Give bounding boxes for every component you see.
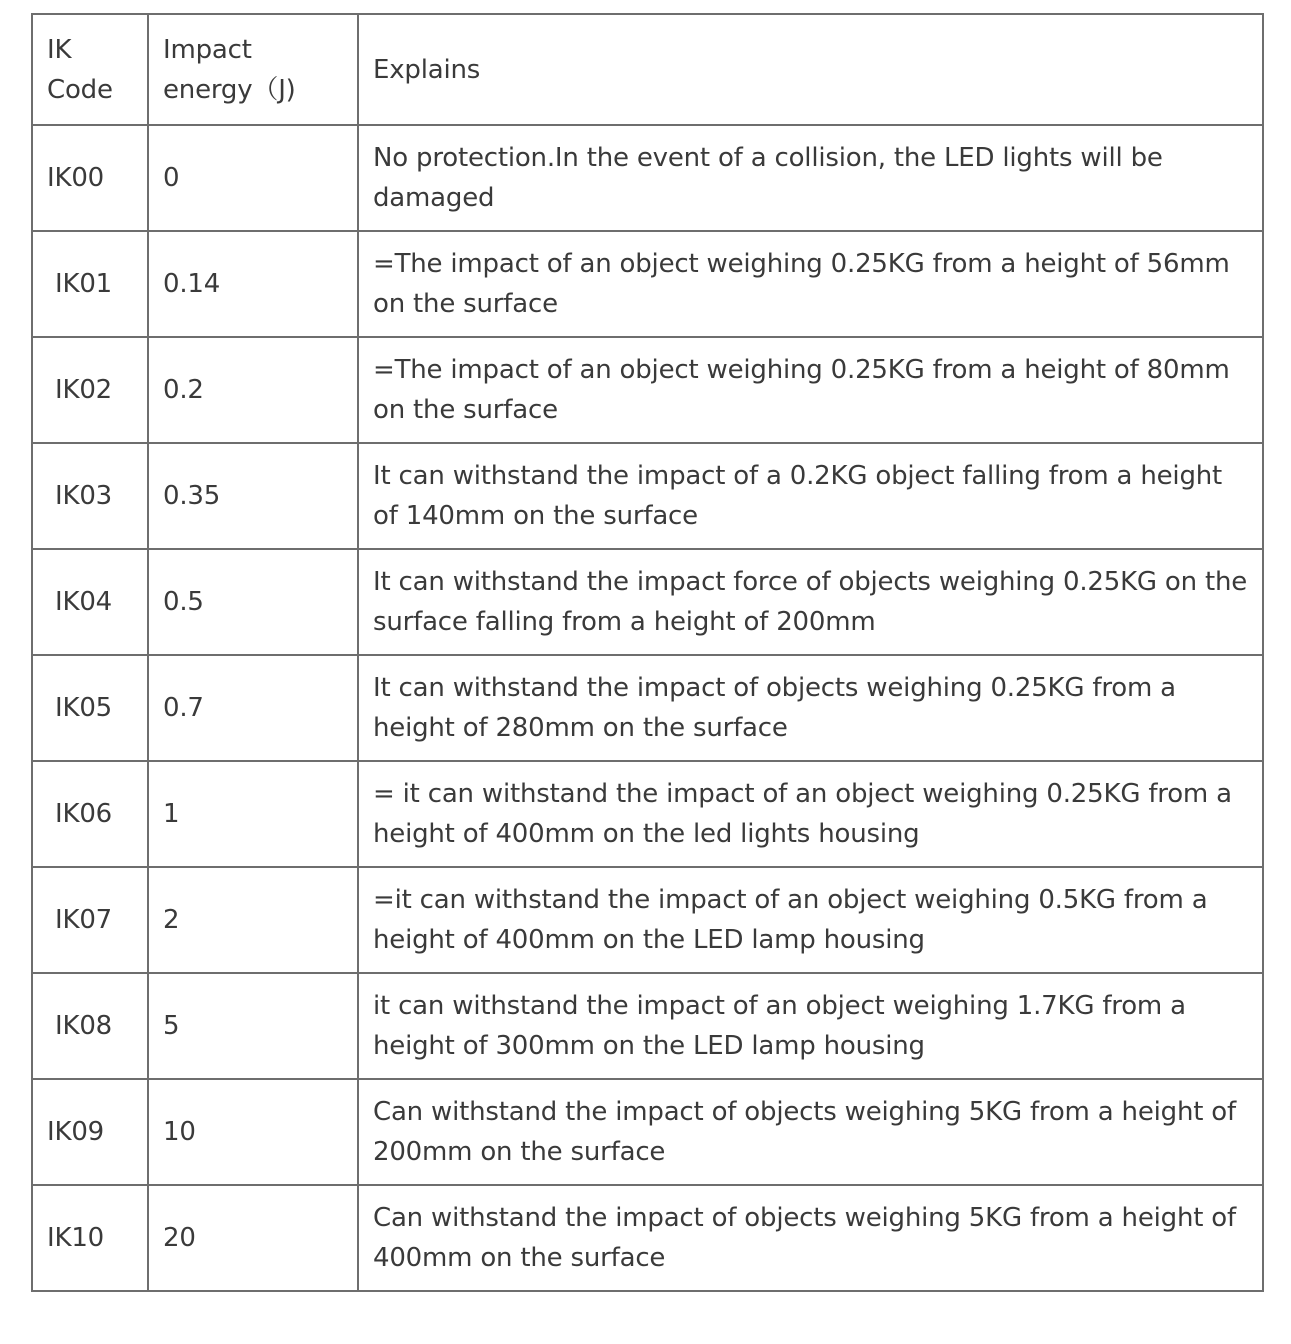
header-ik-code-line2: Code (47, 74, 113, 105)
explains-cell: It can withstand the impact of a 0.2KG object falling from a height of 140mm on the surface (358, 443, 1263, 549)
table-row (32, 231, 1263, 337)
table-row (32, 761, 1263, 867)
impact-energy-cell: 1 (148, 761, 358, 867)
explains-cell: =it can withstand the impact of an object weighing 0.5KG from a height of 400mm on the LED lamp housing (358, 867, 1263, 973)
table-row (32, 337, 1263, 443)
impact-energy-cell: 0.35 (148, 443, 358, 549)
impact-energy-cell: 20 (148, 1185, 358, 1291)
table-row (32, 655, 1263, 761)
table-row (32, 549, 1263, 655)
ik-code-cell: IK08 (32, 973, 148, 1079)
ik-code-cell: IK00 (32, 125, 148, 231)
table-header-row (32, 14, 1263, 125)
ik-code-cell: IK01 (32, 231, 148, 337)
impact-energy-cell: 0 (148, 125, 358, 231)
ik-code-cell: IK06 (32, 761, 148, 867)
explains-cell: it can withstand the impact of an object weighing 1.7KG from a height of 300mm on the LED lamp housing (358, 973, 1263, 1079)
table-row (32, 1185, 1263, 1291)
ik-code-cell: IK03 (32, 443, 148, 549)
impact-energy-cell: 10 (148, 1079, 358, 1185)
impact-energy-cell: 0.2 (148, 337, 358, 443)
ik-code-cell: IK04 (32, 549, 148, 655)
impact-energy-cell: 2 (148, 867, 358, 973)
table-row (32, 973, 1263, 1079)
table-row (32, 443, 1263, 549)
header-impact-energy-line1: Impact (163, 34, 252, 65)
header-impact-energy (148, 14, 358, 125)
table-row (32, 867, 1263, 973)
table-row (32, 125, 1263, 231)
explains-cell: = it can withstand the impact of an object weighing 0.25KG from a height of 400mm on the led lights housing (358, 761, 1263, 867)
ik-code-cell: IK10 (32, 1185, 148, 1291)
ik-code-table (31, 13, 1264, 1292)
explains-cell: Can withstand the impact of objects weighing 5KG from a height of 400mm on the surface (358, 1185, 1263, 1291)
impact-energy-cell: 5 (148, 973, 358, 1079)
impact-energy-cell: 0.7 (148, 655, 358, 761)
explains-cell: =The impact of an object weighing 0.25KG from a height of 56mm on the surface (358, 231, 1263, 337)
impact-energy-cell: 0.14 (148, 231, 358, 337)
explains-cell: =The impact of an object weighing 0.25KG from a height of 80mm on the surface (358, 337, 1263, 443)
ik-code-cell: IK09 (32, 1079, 148, 1185)
header-impact-energy-line2: energy（J) (163, 74, 296, 105)
table-row (32, 1079, 1263, 1185)
header-explains: Explains (358, 14, 1263, 125)
ik-code-cell: IK07 (32, 867, 148, 973)
header-ik-code-line1: IK (47, 34, 72, 65)
ik-code-cell: IK05 (32, 655, 148, 761)
explains-cell: Can withstand the impact of objects weighing 5KG from a height of 200mm on the surface (358, 1079, 1263, 1185)
ik-code-cell: IK02 (32, 337, 148, 443)
explains-cell: It can withstand the impact of objects weighing 0.25KG from a height of 280mm on the surface (358, 655, 1263, 761)
header-ik-code (32, 14, 148, 125)
impact-energy-cell: 0.5 (148, 549, 358, 655)
explains-cell: No protection.In the event of a collision, the LED lights will be damaged (358, 125, 1263, 231)
explains-cell: It can withstand the impact force of objects weighing 0.25KG on the surface falling from a height of 200mm (358, 549, 1263, 655)
